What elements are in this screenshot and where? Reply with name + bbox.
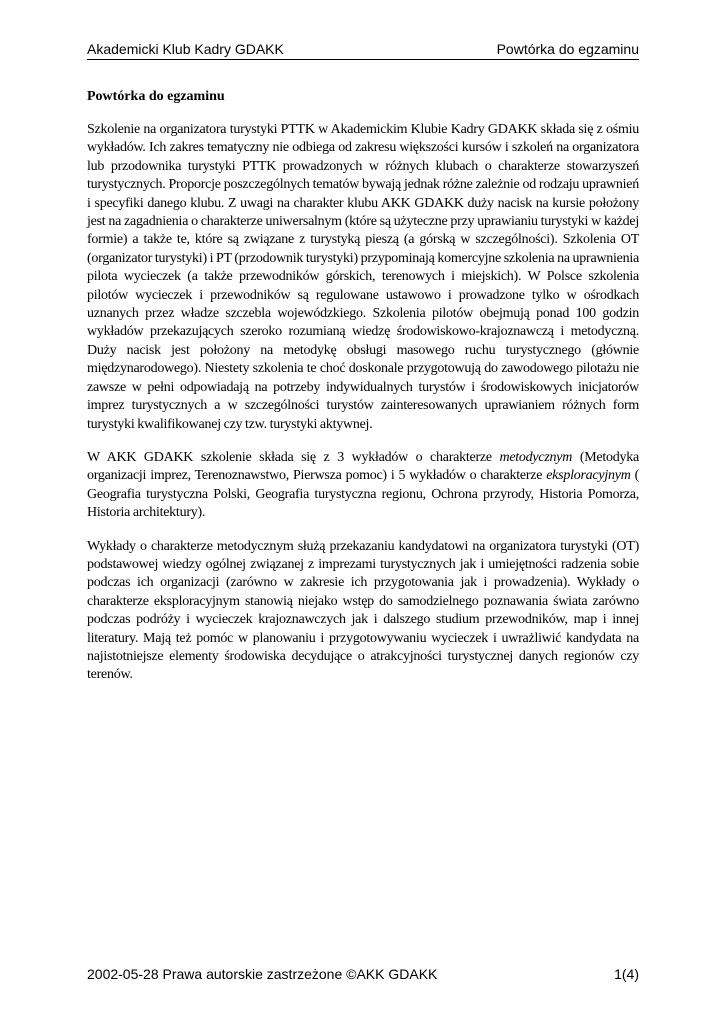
paragraph-lectures-text-2: (Metodyka organizacji imprez, Terenoznawstwo, Pierwsza pomoc) i 5 wykładów o charakterze: [87, 449, 639, 484]
paragraph-intro: Szkolenie na organizatora turystyki PTTK w Akademickim Klubie Kadry GDAKK składa się z ośmiu wykładów. Ich zakres tematyczny nie odbiega od zakresu większości kursów i szkoleń na organizatora lub przodownika turystyki PTTK prowadzonych w różnych klubach o charakterze stowarzyszeń turystycznych. Proporcje poszczególnych tematów bywają jednak różne zależnie od rodzaju uprawnień i specyfiki danego klubu. Z uwagi na charakter klubu AKK GDAKK duży nacisk na kursie położony jest na zagadnienia o charakterze uniwersalnym (które są użyteczne przy uprawianiu turystyki w każdej formie) a także te, które są związane z turystyką pieszą (a górską w szczególności). Szkolenia OT (organizator turystyki) i PT (przodownik turystyki) przypominają komercyjne szkolenia na uprawnienia pilota wycieczek (a także przewodników górskich, terenowych i miejskich). W Polsce szkolenia pilotów wycieczek i przewodników są regulowane ustawowo i prowadzone tylko w ośrodkach uznanych przez władze szczebla wojewódzkiego. Szkolenia pilotów obejmują ponad 100 godzin wykładów przekazujących szeroko rozumianą wiedzę środowiskowo-krajoznawczą i metodyczną. Duży nacisk jest położony na metodykę obsługi masowego ruchu turystycznego (głównie międzynarodowego). Niestety szkolenia te choć doskonale przygotowują do zawodowego pilotażu nie zawsze w pełni odpowiadają na potrzeby indywidualnych turystów i środowiskowych inicjatorów imprez turystycznych a w szczególności turystów zainteresowanych uprawianiem różnych form turystyki kwalifikowanej czy tzw. turystyki aktywnej.: [87, 122, 639, 432]
paragraph-lectures-text-3: ( Geografia turystyczna Polski, Geografia turystyczna regionu, Ochrona przyrody, Historia Pomorza, Historia architektury).: [87, 468, 639, 521]
paragraph-lectures-emphasis-1: metodycznym: [499, 449, 573, 465]
page-header: [87, 41, 639, 60]
page-number: 1(4): [614, 966, 639, 982]
paragraph-lecture-purpose: Wykłady o charakterze metodycznym służą przekazaniu kandydatowi na organizatora turystyki (OT) podstawowej wiedzy ogólnej związanej z imprezami turystycznych jak i umiejętności radzenia sobie podczas ich organizacji (zarówno w zakresie ich przygotowania jak i prowadzenia). Wykłady o charakterze eksploracyjnym stanowią niejako wstęp do samodzielnego poznawania świata zarówno podczas podróży i wycieczek krajoznawczych jak i dalszego studium przewodników, map i innej literatury. Mają też pomóc w planowaniu i przygotowywaniu wycieczek i uwrażliwić kandydata na najistotniejsze elementy środowiska decydujące o atrakcyjności turystycznej danych regionów czy terenów.: [87, 538, 639, 683]
paragraph-lectures-text-1: W AKK GDAKK szkolenie składa się z 3 wykładów o charakterze: [87, 449, 500, 465]
paragraph-lectures: [87, 449, 639, 523]
header-organization: Akademicki Klub Kadry GDAKK: [87, 41, 284, 57]
paragraph-lectures-emphasis-2: eksploracyjnym: [546, 468, 631, 484]
header-document-title: Powtórka do egzaminu: [496, 41, 639, 57]
document-title: Powtórka do egzaminu: [87, 89, 225, 104]
document-body: [87, 88, 639, 700]
page-footer: [87, 966, 639, 983]
footer-date-copyright: 2002-05-28 Prawa autorskie zastrzeżone ©AKK GDAKK: [87, 966, 438, 982]
